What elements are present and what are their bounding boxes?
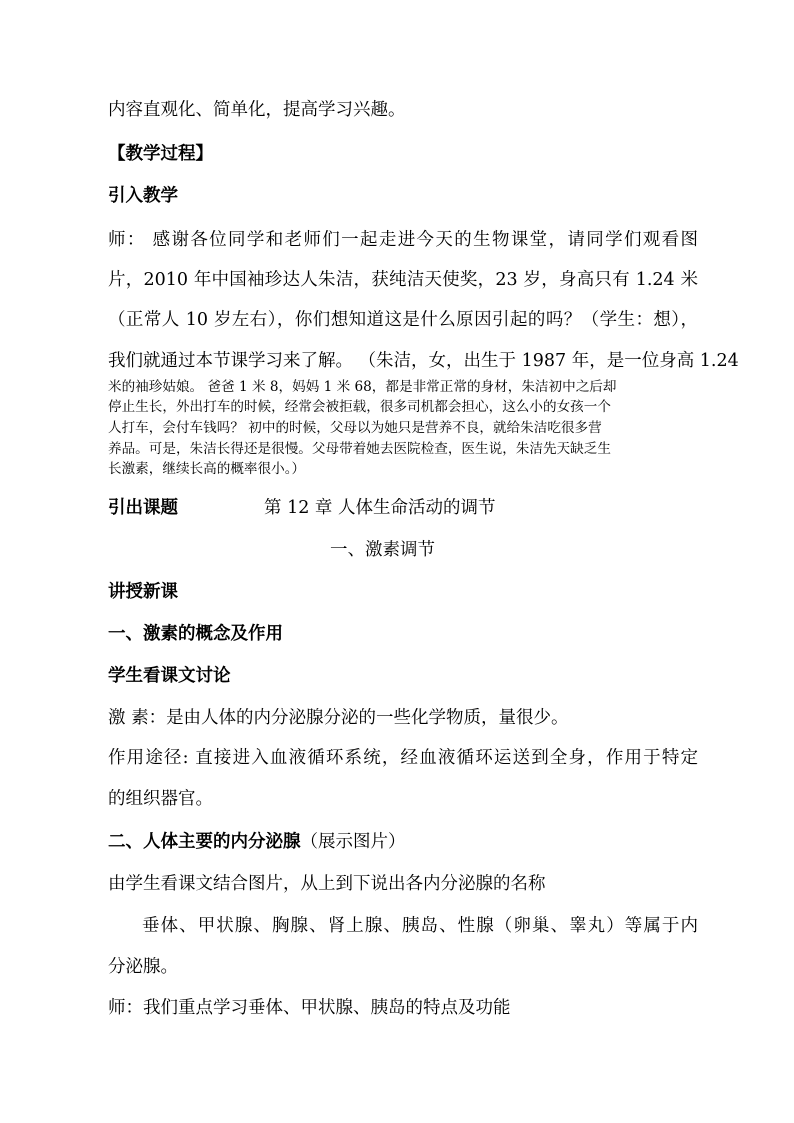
teacher-paragraph-line-1: 师： 感谢各位同学和老师们一起走进今天的生物课堂，请同学们观看图 xyxy=(108,230,698,250)
new-lesson-heading: 讲授新课 xyxy=(108,582,178,602)
effect-line-1: 作用途径: 直接进入血液循环系统，经血液循环运送到全身，作用于特定 xyxy=(108,748,698,768)
discuss-heading: 学生看课文讨论 xyxy=(108,666,231,686)
section-title: 一、激素调节 xyxy=(330,540,435,560)
glands-line-1: 垂体、甲状腺、胸腺、肾上腺、胰岛、性腺（卵巢、睾丸）等属于内 xyxy=(142,916,698,936)
chapter-title: 第 12 章 人体生命活动的调节 xyxy=(264,498,496,518)
part1-heading: 一、激素的概念及作用 xyxy=(108,624,283,644)
teacher-focus: 师：我们重点学习垂体、甲状腺、胰岛的特点及功能 xyxy=(108,998,511,1018)
note-line-1: 米的袖珍姑娘。 爸爸 1 米 8，妈妈 1 米 68，都是非常正常的身材，朱洁初中之后却 xyxy=(108,379,617,395)
process-heading: 【教学过程】 xyxy=(108,144,213,164)
part2-heading-row xyxy=(108,830,698,854)
hormone-definition: 激 素：是由人体的内分泌腺分泌的一些化学物质，量很少。 xyxy=(108,708,569,728)
intro-heading: 引入教学 xyxy=(108,186,178,206)
intro-tail-line: 内容直观化、简单化，提高学习兴趣。 xyxy=(108,100,406,120)
glands-intro: 由学生看课文结合图片，从上到下说出各内分泌腺的名称 xyxy=(108,874,546,894)
note-line-3: 人打车，会付车钱吗？ 初中的时候，父母以为她只是营养不良，就给朱洁吃很多营 xyxy=(108,420,602,436)
teacher-paragraph-line-3: （正常人 10 岁左右），你们想知道这是什么原因引起的吗？（学生：想）， xyxy=(108,310,698,330)
topic-label: 引出课题 xyxy=(108,498,178,518)
teacher-paragraph-line-2: 片，2010 年中国袖珍达人朱洁，获纯洁天使奖，23 岁，身高只有 1.24 米 xyxy=(108,270,698,290)
note-line-5: 长激素，继续长高的概率很小。） xyxy=(108,461,306,477)
part2-heading: 二、人体主要的内分泌腺 xyxy=(108,832,301,852)
teacher-paragraph-line-4: 我们就通过本节课学习来了解。 （朱洁，女，出生于 1987 年，是一位身高 1.24 xyxy=(108,351,739,371)
glands-line-2: 分泌腺。 xyxy=(108,957,178,977)
note-line-4: 养品。可是，朱洁长得还是很慢。父母带着她去医院检查，医生说，朱洁先天缺乏生 xyxy=(108,441,611,457)
effect-line-2: 的组织器官。 xyxy=(108,789,213,809)
note-line-2: 停止生长，外出打车的时候，经常会被拒载，很多司机都会担心，这么小的女孩一个 xyxy=(108,399,611,415)
part2-suffix: （展示图片） xyxy=(300,832,406,852)
